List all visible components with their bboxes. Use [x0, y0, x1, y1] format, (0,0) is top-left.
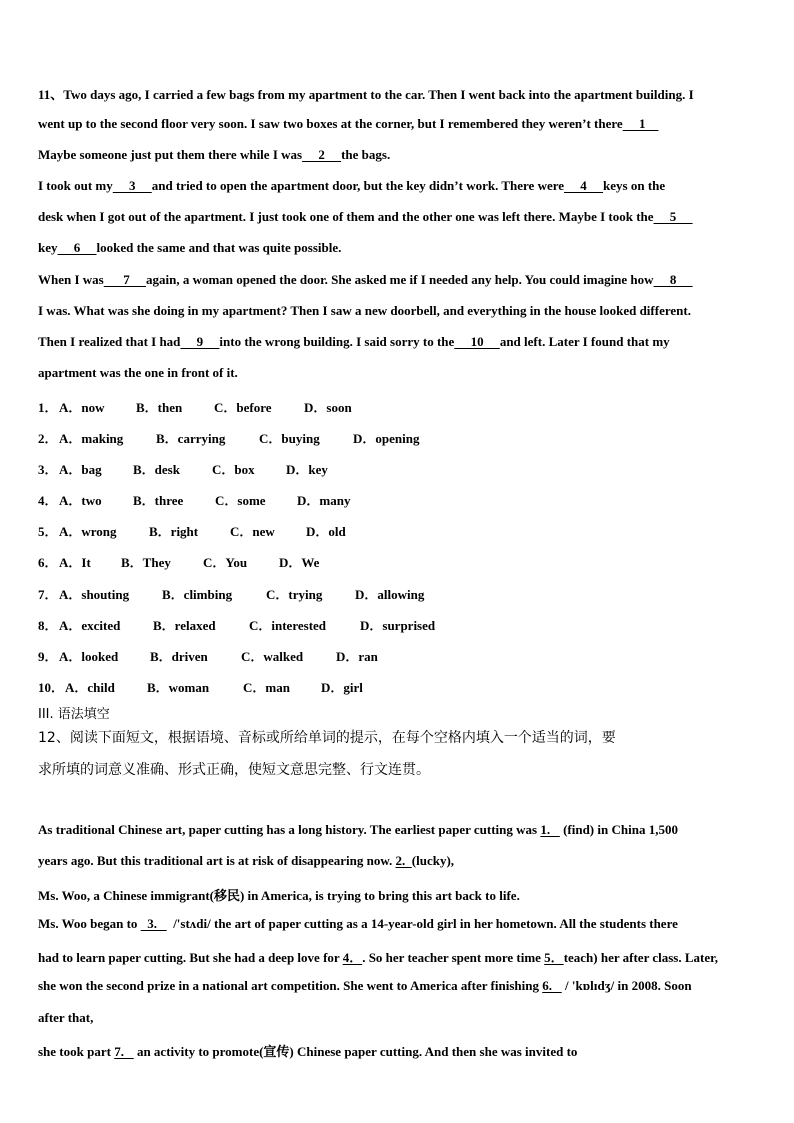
- question-number: 3．: [38, 462, 58, 477]
- question-number: 1．: [38, 400, 58, 415]
- passage2-line-5: had to learn paper cutting. But she had a deep love for 4．. So her teacher spent more time 5．teach) her after class. Later,: [38, 950, 718, 965]
- passage1-line-8: I was. What was she doing in my apartment? Then I saw a new doorbell, and everything in the house looked different.: [38, 303, 691, 318]
- passage2-line-3: Ms. Woo, a Chinese immigrant(移民) in America, is trying to bring this art back to life.: [38, 888, 520, 903]
- option-a[interactable]: A．making: [59, 431, 124, 446]
- question-number: 7．: [38, 587, 58, 602]
- option-b[interactable]: B．three: [133, 493, 184, 508]
- option-d[interactable]: D．opening: [353, 431, 420, 446]
- option-a[interactable]: A．It: [59, 555, 91, 570]
- grammar-blank-6: 6.: [542, 978, 562, 993]
- instruction-line-2: 求所填的词意义准确、形式正确，使短文意思完整、行文连贯。: [38, 762, 430, 778]
- instruction-line-1: 12、阅读下面短文，根据语境、音标或所给单词的提示，在每个空格内填入一个适当的词，要: [38, 730, 616, 746]
- option-a[interactable]: A．shouting: [59, 587, 130, 602]
- option-d[interactable]: D．surprised: [360, 618, 436, 633]
- option-d[interactable]: D．ran: [336, 649, 378, 664]
- question-2-options: [38, 428, 419, 447]
- question-number: 9．: [38, 649, 58, 664]
- blank-10: 10: [454, 334, 500, 349]
- passage1-line-1: 11、Two days ago, I carried a few bags from my apartment to the car. Then I went back into the apartment building. I: [38, 87, 694, 102]
- option-d[interactable]: D．soon: [304, 400, 352, 415]
- passage2-line-6: she won the second prize in a national art competition. She went to America after finishing 6. / 'kɒlɪdʒ/ in 2008. Soon: [38, 978, 692, 993]
- option-c[interactable]: C．some: [215, 493, 266, 508]
- option-a[interactable]: A．excited: [59, 618, 121, 633]
- blank-5: 5: [653, 209, 693, 224]
- question-10-options: [38, 677, 363, 696]
- option-b[interactable]: B．climbing: [162, 587, 233, 602]
- blank-4: 4: [564, 178, 604, 193]
- blank-1: 1: [622, 116, 659, 131]
- passage1-line-10: apartment was the one in front of it.: [38, 365, 238, 380]
- option-a[interactable]: A．two: [59, 493, 102, 508]
- question-7-options: [38, 584, 424, 603]
- option-a[interactable]: A．now: [59, 400, 105, 415]
- question-number: 4．: [38, 493, 58, 508]
- option-b[interactable]: B．driven: [150, 649, 208, 664]
- blank-6: 6: [57, 240, 97, 255]
- blank-3: 3: [112, 178, 152, 193]
- passage1-line-4: I took out my 3 and tried to open the apartment door, but the key didn’t work. There were 4 keys on the: [38, 178, 666, 193]
- question-8-options: [38, 615, 435, 634]
- question-number: 6．: [38, 555, 58, 570]
- grammar-blank-7: 7.: [114, 1044, 134, 1059]
- option-d[interactable]: D．We: [279, 555, 320, 570]
- passage2-line-7: after that,: [38, 1010, 94, 1025]
- section-heading: III. 语法填空: [38, 707, 110, 722]
- grammar-blank-3: 3.: [140, 916, 167, 931]
- grammar-blank-5: 5．: [544, 950, 564, 965]
- option-a[interactable]: A．looked: [59, 649, 119, 664]
- question-6-options: [38, 552, 319, 571]
- option-c[interactable]: C．interested: [249, 618, 327, 633]
- option-b[interactable]: B．right: [149, 524, 199, 539]
- question-number: 5．: [38, 524, 58, 539]
- question-1-options: [38, 397, 352, 416]
- passage1-line-6: key 6 looked the same and that was quite possible.: [38, 240, 342, 255]
- grammar-blank-4: 4．: [342, 950, 363, 965]
- option-a[interactable]: A．child: [65, 680, 115, 695]
- option-b[interactable]: B．carrying: [156, 431, 226, 446]
- option-b[interactable]: B．woman: [147, 680, 210, 695]
- option-d[interactable]: D．allowing: [355, 587, 425, 602]
- option-c[interactable]: C．new: [230, 524, 275, 539]
- option-b[interactable]: B．They: [121, 555, 171, 570]
- passage1-line-2: went up to the second floor very soon. I saw two boxes at the corner, but I remembered they weren’t there 1: [38, 116, 659, 131]
- passage2-line-8: she took part 7. an activity to promote(宣传) Chinese paper cutting. And then she was invited to: [38, 1044, 578, 1059]
- passage2-line-2: years ago. But this traditional art is at risk of disappearing now. 2. (lucky),: [38, 853, 455, 868]
- option-a[interactable]: A．bag: [59, 462, 102, 477]
- blank-8: 8: [653, 272, 693, 287]
- question-number: 10．: [38, 680, 65, 695]
- question-9-options: [38, 646, 378, 665]
- option-b[interactable]: B．desk: [133, 462, 180, 477]
- option-c[interactable]: C．You: [203, 555, 248, 570]
- option-d[interactable]: D．girl: [321, 680, 363, 695]
- question-5-options: [38, 521, 346, 540]
- question-number: 8．: [38, 618, 58, 633]
- option-d[interactable]: D．many: [297, 493, 351, 508]
- grammar-blank-1: 1.: [540, 822, 560, 837]
- option-c[interactable]: C．walked: [241, 649, 304, 664]
- passage1-line-7: When I was 7 again, a woman opened the door. She asked me if I needed any help. You could imagine how 8: [38, 272, 693, 287]
- blank-9: 9: [180, 334, 220, 349]
- blank-7: 7: [103, 272, 146, 287]
- option-c[interactable]: C．trying: [266, 587, 323, 602]
- passage1-line-3: Maybe someone just put them there while I was 2 the bags.: [38, 147, 391, 162]
- option-c[interactable]: C．box: [212, 462, 255, 477]
- question-number: 2．: [38, 431, 58, 446]
- question-3-options: [38, 459, 328, 478]
- question-4-options: [38, 490, 350, 509]
- passage2-line-4: Ms. Woo began to 3. /'stʌdi/ the art of paper cutting as a 14-year-old girl in her hometown. All the students there: [38, 916, 678, 931]
- option-a[interactable]: A．wrong: [59, 524, 117, 539]
- option-b[interactable]: B．then: [136, 400, 183, 415]
- option-c[interactable]: C．before: [214, 400, 272, 415]
- option-b[interactable]: B．relaxed: [153, 618, 216, 633]
- passage1-line-5: desk when I got out of the apartment. I just took one of them and the other one was left there. Maybe I took the 5: [38, 209, 693, 224]
- passage2-line-1: As traditional Chinese art, paper cutting has a long history. The earliest paper cutting was 1. (find) in China 1,500: [38, 822, 678, 837]
- option-d[interactable]: D．old: [306, 524, 346, 539]
- blank-2: 2: [302, 147, 342, 162]
- option-d[interactable]: D．key: [286, 462, 328, 477]
- option-c[interactable]: C．buying: [259, 431, 320, 446]
- grammar-blank-2: 2.: [395, 853, 412, 868]
- option-c[interactable]: C．man: [243, 680, 290, 695]
- passage1-line-9: Then I realized that I had 9 into the wrong building. I said sorry to the 10 and left. Later I found that my: [38, 334, 670, 349]
